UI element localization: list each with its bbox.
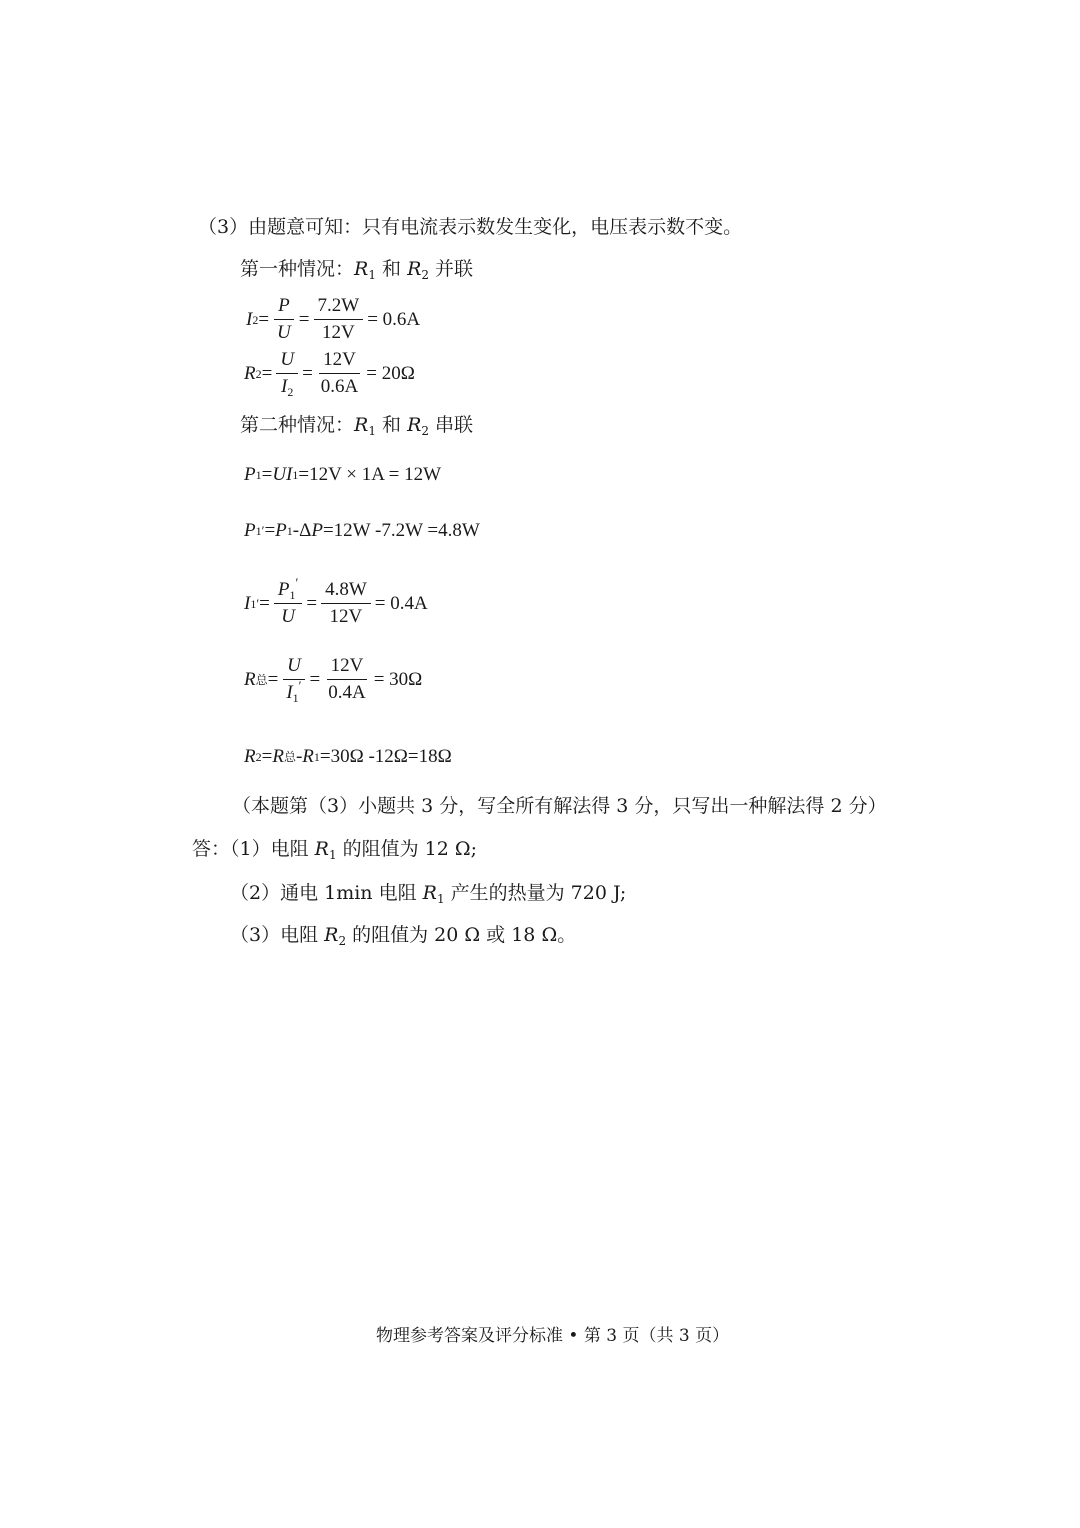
- eq7-r: R: [272, 746, 284, 767]
- eq6-f2-den: 0.4A: [328, 681, 366, 703]
- case2-r1: R: [354, 414, 369, 436]
- eq2-f1-den-var: I: [281, 375, 288, 397]
- case1-heading: [240, 258, 474, 282]
- eq4-p: P: [244, 520, 256, 541]
- eq1-f1-den: U: [277, 321, 291, 343]
- answer-2-prefix: （2）通电 1min 电阻: [230, 882, 423, 904]
- equation-p1-prime: P 1 ′ = P 1 -Δ P =12W -7.2W =4.8W: [244, 520, 480, 541]
- eq6-f2-num: 12V: [327, 656, 368, 680]
- answer-3-r: R: [324, 924, 339, 946]
- eq6-result: = 30Ω: [373, 668, 423, 690]
- eq7-lhs: R: [244, 746, 256, 767]
- eq2-f2-num: 12V: [319, 350, 360, 374]
- case2-conj: 和: [375, 414, 408, 436]
- eq5-f1-num-sub: 1: [289, 588, 296, 602]
- eq2-fraction-1: [276, 350, 298, 398]
- equation-r-total: R 总 = $\frac{U}{I_1'}$ = $\frac{12V}{0.4A}$ = 30Ω: [244, 655, 423, 705]
- eq6-f1-den-var: I: [286, 681, 293, 703]
- eq6-equals: =: [267, 668, 279, 690]
- case1-r2: R: [407, 258, 422, 280]
- case2-suffix: 串联: [429, 414, 474, 436]
- eq1-f1-num: P: [274, 296, 294, 320]
- answer-2: [230, 882, 627, 906]
- answer-3-suffix: 的阻值为 20 Ω 或 18 Ω。: [346, 924, 577, 946]
- eq4-p2: P: [275, 520, 287, 541]
- case1-r1: R: [354, 258, 369, 280]
- answer-1-prefix: 答：（1）电阻: [192, 838, 315, 860]
- eq6-fraction-2: [324, 656, 369, 704]
- eq2-fraction-2: [317, 350, 362, 398]
- case2-r2: R: [407, 414, 422, 436]
- eq2-f1-num: U: [276, 350, 298, 374]
- eq7-equals: =: [261, 746, 273, 767]
- eq5-fraction-1: [274, 575, 302, 628]
- eq5-result: = 0.4A: [374, 592, 428, 614]
- eq4-rest: =12W -7.2W =4.8W: [322, 520, 480, 541]
- case1-r2-sub: 2: [421, 268, 430, 282]
- case1-prefix: 第一种情况：: [240, 258, 355, 280]
- answer-1-sub: 1: [328, 848, 337, 862]
- eq6-fraction-1: [282, 656, 305, 704]
- answer-1-suffix: 的阻值为 12 Ω;: [336, 838, 478, 860]
- eq1-lhs: I: [246, 308, 253, 330]
- eq1-f2-den: 12V: [321, 321, 355, 343]
- eq2-result: = 20Ω: [366, 362, 415, 384]
- eq2-f2-den: 0.6A: [320, 375, 359, 397]
- answer-2-suffix: 产生的热量为 720 J;: [444, 882, 627, 904]
- equation-i1-prime: I 1 ′ = $\frac{P_1'}{U}$ = $\frac{4.8W}{12V}$ = 0.4A: [244, 575, 428, 627]
- page-footer: 物理参考答案及评分标准 • 第 3 页（共 3 页）: [376, 1326, 730, 1346]
- eq1-f2-num: 7.2W: [314, 296, 364, 320]
- equation-r2: R 2 = $\frac{U}{I_2}$ = $\frac{12V}{0.6A}$ = 20Ω: [244, 349, 415, 399]
- answer-2-sub: 1: [436, 892, 445, 906]
- eq3-ui: UI: [272, 464, 293, 485]
- eq2-f1-den: [277, 374, 297, 398]
- case2-heading: [240, 414, 474, 438]
- eq6-lhs: R: [244, 668, 256, 690]
- eq3-p: P: [244, 464, 256, 485]
- scoring-note: （本题第（3）小题共 3 分，写全所有解法得 3 分，只写出一种解法得 2 分）: [232, 795, 887, 817]
- eq7-r1: R: [302, 746, 314, 767]
- eq3-equals: =: [261, 464, 273, 485]
- eq6-f1-den-sub: 1: [292, 690, 299, 705]
- eq2-equals-2: =: [302, 362, 313, 384]
- case1-r1-sub: 1: [368, 268, 376, 282]
- eq4-minus-delta: -Δ: [292, 520, 312, 541]
- answer-2-r: R: [422, 882, 437, 904]
- eq6-f1-den-prime: ′: [298, 677, 302, 693]
- eq1-fraction-1: [273, 296, 295, 344]
- eq6-equals-2: =: [309, 668, 321, 690]
- case2-r2-sub: 2: [421, 424, 430, 438]
- answer-3-prefix: （3）电阻: [230, 924, 325, 946]
- eq1-equals-2: =: [298, 308, 310, 330]
- equation-p1: P 1 = UI 1 =12V × 1A = 12W: [244, 464, 442, 485]
- eq5-f1-prime: ′: [295, 575, 299, 590]
- equation-i2: I 2 = $\frac{P}{U}$ = $\frac{7.2W}{12V}$ = 0.6A: [246, 295, 421, 343]
- eq1-fraction-2: [314, 296, 364, 344]
- case1-conj: 和: [375, 258, 408, 280]
- eq6-f1-den: [282, 677, 305, 705]
- eq5-lhs: I: [244, 592, 251, 614]
- equation-r2-series: R 2 = R 总 - R 1 =30Ω -12Ω=18Ω: [244, 746, 452, 767]
- intro-text: （3）由题意可知：只有电流表示数发生变化，电压表示数不变。: [198, 216, 743, 238]
- eq2-f1-den-sub: 2: [287, 384, 294, 399]
- eq5-f1-num: [274, 575, 302, 604]
- eq5-equals-2: =: [306, 592, 318, 614]
- eq5-f2-num: 4.8W: [321, 580, 371, 604]
- eq7-minus: -: [295, 746, 303, 767]
- answer-3: [230, 924, 577, 948]
- case2-prefix: 第二种情况：: [240, 414, 355, 436]
- answer-3-sub: 2: [338, 934, 347, 948]
- eq5-f2-den: 12V: [329, 605, 363, 627]
- eq2-equals: =: [261, 362, 273, 384]
- eq7-rest: =30Ω -12Ω=18Ω: [319, 746, 452, 767]
- eq5-f1-den: U: [281, 605, 295, 627]
- eq2-lhs: R: [244, 362, 256, 384]
- eq4-equals: =: [264, 520, 276, 541]
- case1-suffix: 并联: [429, 258, 474, 280]
- eq5-f1-num-var: P: [277, 579, 290, 600]
- answer-1-r: R: [314, 838, 329, 860]
- eq5-fraction-2: [321, 580, 371, 628]
- eq1-equals: =: [258, 308, 270, 330]
- eq6-f1-num: U: [283, 656, 305, 680]
- eq4-dp: P: [311, 520, 323, 541]
- case2-r1-sub: 1: [368, 424, 376, 438]
- answer-1: [192, 838, 478, 862]
- eq1-result: = 0.6A: [367, 308, 421, 330]
- eq5-equals: =: [259, 592, 270, 614]
- eq3-rest: =12V × 1A = 12W: [298, 464, 442, 485]
